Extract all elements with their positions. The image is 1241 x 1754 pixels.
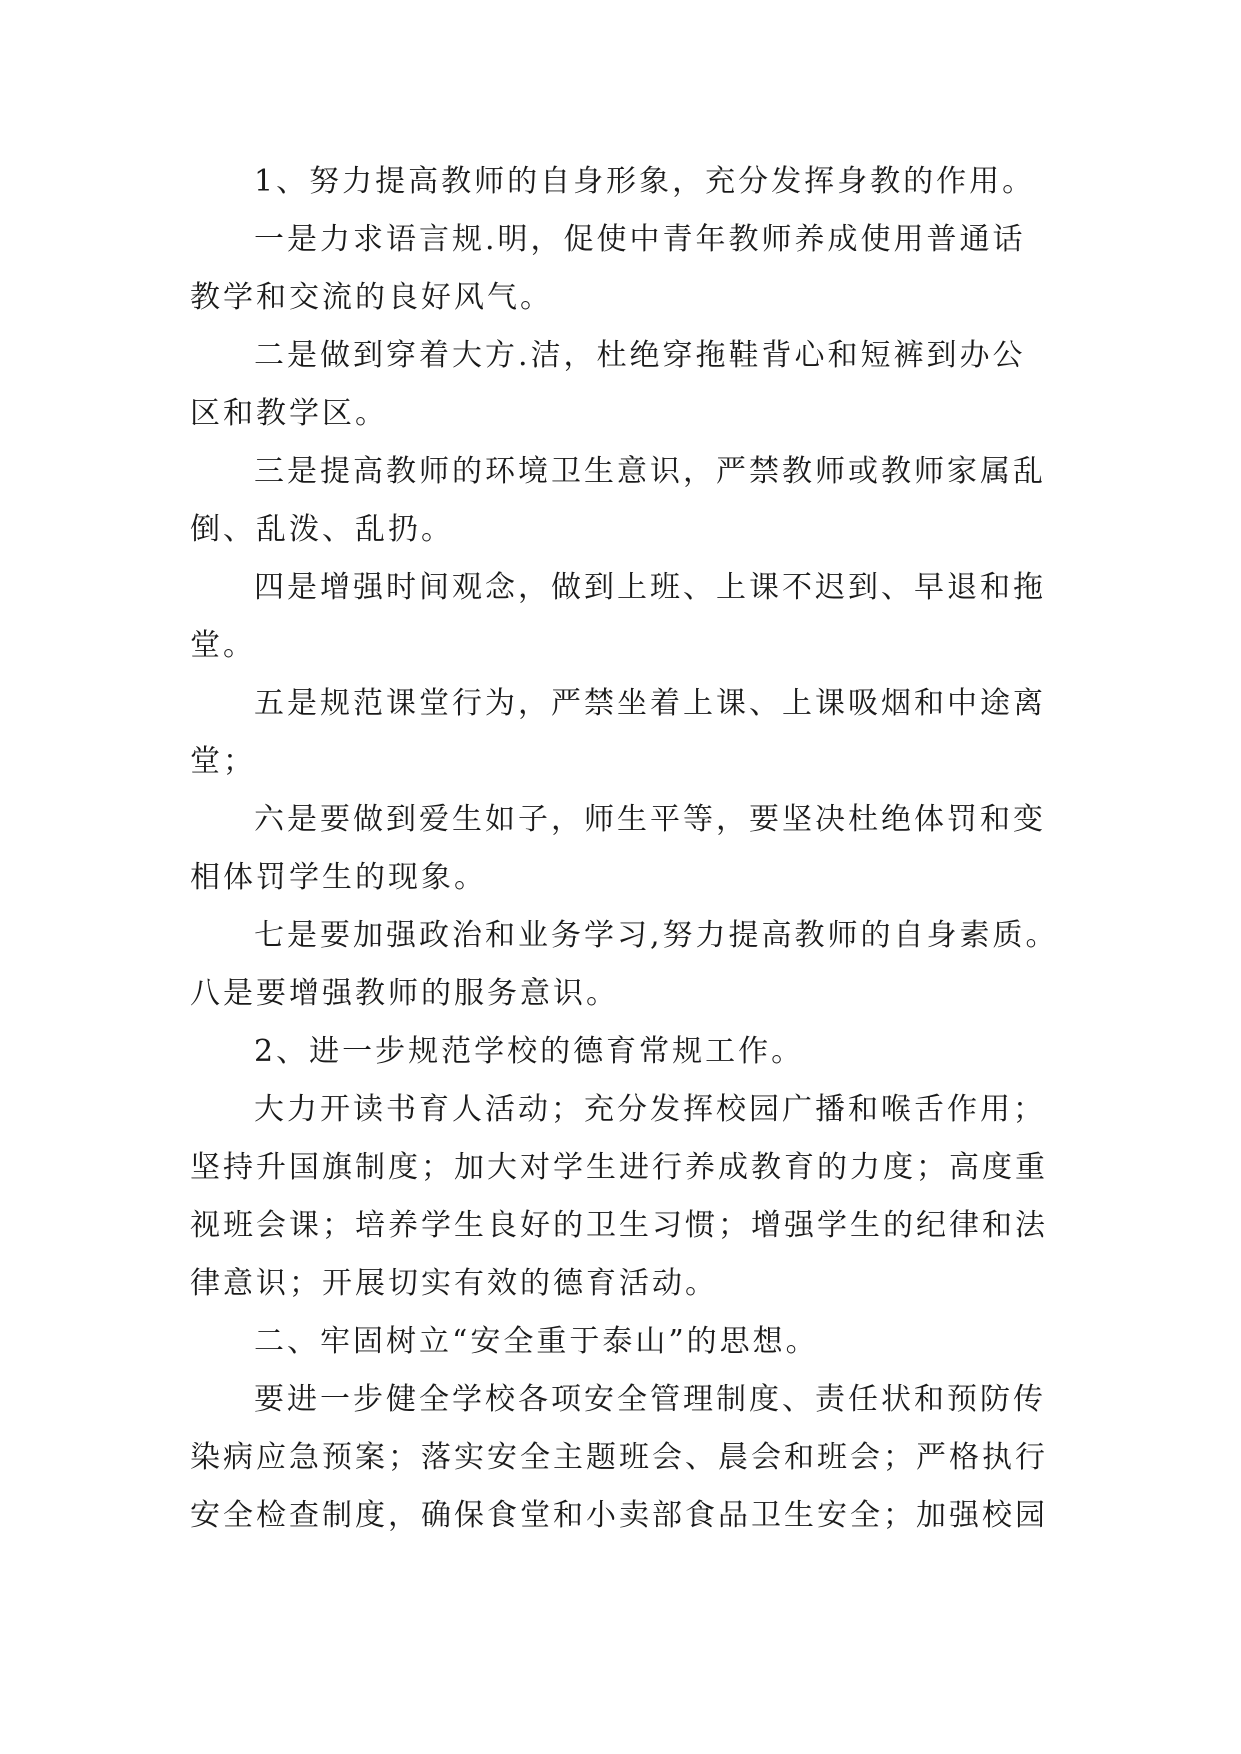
paragraph-line: 堂。 <box>190 628 256 663</box>
paragraph-line: 二、牢固树立“安全重于泰山”的思想。 <box>254 1324 819 1359</box>
paragraph-line: 区和教学区。 <box>190 396 388 431</box>
paragraph-line: 1、努力提高教师的自身形象，充分发挥身教的作用。 <box>254 164 1036 199</box>
paragraph-line: 六是要做到爱生如子，师生平等，要坚决杜绝体罚和变 <box>254 802 1046 837</box>
paragraph-line: 四是增强时间观念，做到上班、上课不迟到、早退和拖 <box>254 570 1046 605</box>
paragraph-line: 律意识；开展切实有效的德育活动。 <box>190 1266 718 1301</box>
paragraph-line: 一是力求语言规.明，促使中青年教师养成使用普通话 <box>254 222 1026 257</box>
paragraph-line: 染病应急预案；落实安全主题班会、晨会和班会；严格执行 <box>190 1440 1048 1475</box>
paragraph-line: 堂； <box>190 744 256 779</box>
paragraph-line: 要进一步健全学校各项安全管理制度、责任状和预防传 <box>254 1382 1046 1417</box>
paragraph-line: 安全检查制度，确保食堂和小卖部食品卫生安全；加强校园 <box>190 1498 1048 1533</box>
paragraph-line: 大力开读书育人活动；充分发挥校园广播和喉舌作用； <box>254 1092 1046 1127</box>
paragraph-line: 七是要加强政治和业务学习,努力提高教师的自身素质。 <box>254 918 1059 953</box>
paragraph-line: 八是要增强教师的服务意识。 <box>190 976 619 1011</box>
paragraph-line: 教学和交流的良好风气。 <box>190 280 553 315</box>
paragraph-line: 坚持升国旗制度；加大对学生进行养成教育的力度；高度重 <box>190 1150 1048 1185</box>
paragraph-line: 三是提高教师的环境卫生意识，严禁教师或教师家属乱 <box>254 454 1046 489</box>
paragraph-line: 倒、乱泼、乱扔。 <box>190 512 454 547</box>
paragraph-line: 相体罚学生的现象。 <box>190 860 487 895</box>
paragraph-line: 视班会课；培养学生良好的卫生习惯；增强学生的纪律和法 <box>190 1208 1048 1243</box>
paragraph-line: 二是做到穿着大方.洁，杜绝穿拖鞋背心和短裤到办公 <box>254 338 1026 373</box>
paragraph-line: 五是规范课堂行为，严禁坐着上课、上课吸烟和中途离 <box>254 686 1046 721</box>
paragraph-line: 2、进一步规范学校的德育常规工作。 <box>254 1034 805 1069</box>
